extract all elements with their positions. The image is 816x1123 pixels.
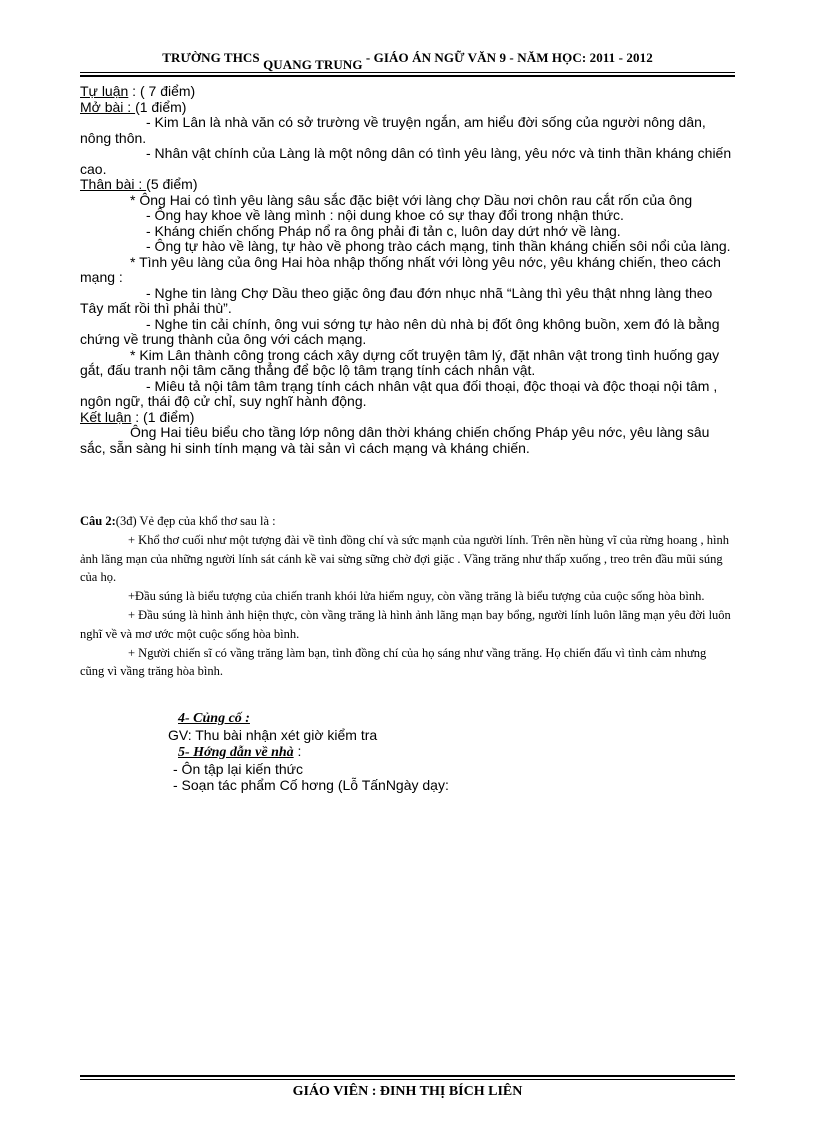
cau2-heading: Câu 2:(3đ) Vẻ đẹp của khổ thơ sau là : [80, 514, 276, 528]
mo-bai-heading: Mở bài : (1 điểm) [80, 98, 187, 115]
footer-rule-thick [80, 1075, 735, 1077]
mo-bai-line: - Kim Lân là nhà văn có sở trường về truyện ngắn, am hiểu đời sống của người nông dân, nông thôn. [80, 114, 706, 146]
header-subject-year: - GIÁO ÁN NGỮ VĂN 9 - NĂM HỌC: 2011 - 2012 [362, 50, 653, 65]
than-bai-line: * Ông Hai có tình yêu làng sâu sắc đặc biệt với làng chợ Dầu nơi chôn rau cắt rốn của ông [130, 191, 693, 208]
huong-dan-list [173, 761, 668, 793]
mo-bai-list [80, 115, 732, 177]
than-bai-line: - Nghe tin cải chính, ông vui sớng tự hào nên dù nhà bị đốt ông không buồn, xem đó là bằng chứng về trung thành của ông với cách mạng. [80, 315, 720, 347]
page-footer: GIÁO VIÊN : ĐINH THỊ BÍCH LIÊN [292, 1084, 523, 1099]
cung-co-line: GV: Thu bài nhận xét giờ kiểm tra [168, 727, 378, 743]
than-bai-line: - Ông hay khoe về làng mình : nội dung khoe có sự thay đổi trong nhận thức. [146, 207, 624, 223]
cung-co-section [168, 709, 668, 793]
than-bai-list [80, 193, 732, 410]
huong-dan-item: - Soạn tác phẩm Cố hơng (Lỗ TấnNgày dạy: [173, 777, 449, 793]
ket-luan-heading: Kết luận : (1 điểm) [80, 408, 195, 425]
huong-dan-heading: 5- Hớng dẫn về nhà : [178, 743, 302, 760]
cau2-section [80, 512, 732, 681]
cau2-list [80, 531, 732, 681]
header-school: TRƯỜNG THCS [162, 50, 264, 65]
than-bai-heading: Thân bài : (5 điểm) [80, 176, 198, 192]
header-rule-thin [80, 72, 735, 73]
than-bai-line: * Tình yêu làng của ông Hai hòa nhập thống nhất với lòng yêu nớc, yêu kháng chiến, theo cách mạng : [80, 253, 721, 285]
than-bai-line: - Miêu tả nội tâm tâm trạng tính cách nhân vật qua đối thoại, độc thoại và độc thoại nội tâm , ngôn ngữ, thái độ cử chỉ, suy nghĩ hành động. [80, 377, 718, 409]
page-header [80, 50, 735, 72]
than-bai-line: * Kim Lân thành công trong cách xây dựng cốt truyện tâm lý, đặt nhân vật trong tình huống gay gắt, đấu tranh nội tâm căng thẳng để bộc lộ tâm trạng tính cách nhân vật. [80, 346, 720, 378]
footer-rule-thin [80, 1079, 735, 1080]
cung-co-heading: 4- Củng cố : [178, 711, 250, 726]
cau2-item: +Đầu súng là biểu tượng của chiến tranh khói lửa hiểm nguy, còn vầng trăng là biểu tượng của cuộc sống hòa bình. [128, 589, 705, 604]
header-rule-thick [80, 75, 735, 77]
cau2-item: + Khổ thơ cuối như một tượng đài về tình đồng chí và sức mạnh của người lính. Trên nền hùng vĩ của rừng hoang , hình ảnh lãng mạn của những người lính sát cánh kề vai sừng sững chờ đợi giặc . Vầng trăng như thấp xuống , treo trên đầu mũi súng của họ. [80, 532, 729, 585]
essay-section [80, 84, 732, 456]
than-bai-line: - Kháng chiến chống Pháp nổ ra ông phải đi tản c, luôn day dứt nhớ về làng. [146, 222, 621, 239]
tu-luan-heading: Tự luận : ( 7 điểm) [80, 83, 196, 99]
mo-bai-line: - Nhân vật chính của Làng là một nông dân có tình yêu làng, yêu nớc và tinh thần kháng chiến cao. [80, 145, 732, 177]
than-bai-line: - Ông tự hào về làng, tự hào về phong trào cách mạng, tinh thần kháng chiến sôi nổi của làng. [146, 238, 731, 254]
header-school-name: QUANG TRUNG [263, 57, 363, 72]
cau2-item: + Đầu súng là hình ảnh hiện thực, còn vầng trăng là hình ảnh lãng mạn bay bổng, người lính luôn lãng mạn yêu đời luôn nghĩ về và mơ ước một cuộc sống hòa bình. [80, 607, 731, 641]
cau2-item: + Người chiến sĩ có vầng trăng làm bạn, tình đồng chí của họ sáng như vầng trăng. Họ chiến đấu vì tình cảm nhưng cũng vì vầng trăng hòa bình. [80, 645, 707, 679]
huong-dan-item: - Ôn tập lại kiến thức [173, 761, 303, 777]
ket-luan-text: Ông Hai tiêu biểu cho tầng lớp nông dân thời kháng chiến chống Pháp yêu nớc, yêu làng sâu sắc, sẵn sàng hi sinh tính mạng và tài sản vì cách mạng và kháng chiến. [80, 424, 710, 456]
than-bai-line: - Nghe tin làng Chợ Dầu theo giặc ông đau đớn nhục nhã “Làng thì yêu thật nhng làng theo Tây mất rồi thì phải thù”. [80, 284, 713, 316]
